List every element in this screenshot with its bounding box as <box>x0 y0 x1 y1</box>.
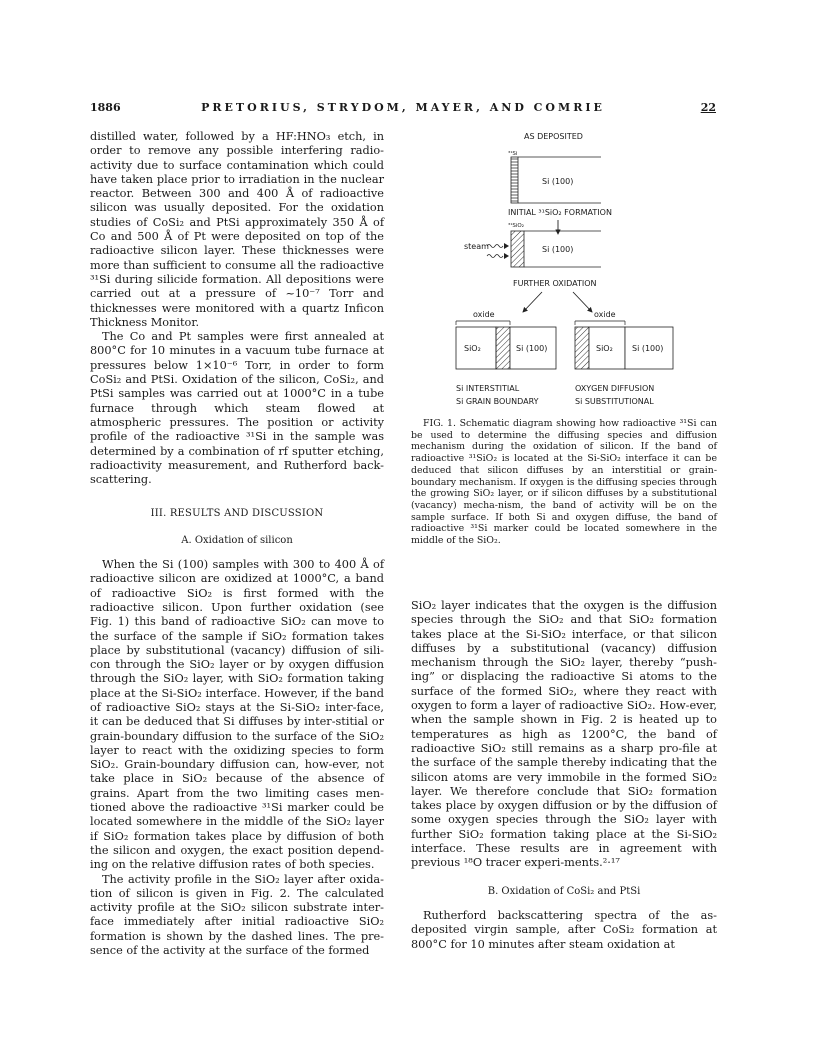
steam-wave-arrow <box>487 245 503 248</box>
radioactive-sio2-band <box>511 231 524 267</box>
label-si-substitutional: Si SUBSTITUTIONAL <box>575 397 654 406</box>
caption-text: FIG. 1. Schematic diagram showing how radioactive ³¹Si can be used to determine the diffusing species and diffusion mechanism during the oxidation of silicon. If the band of radioactive ³¹SiO₂ is located at the Si-SiO₂ interface it can be deduced that silicon diffuses by an interstitial or grain-boundary mechanism. If oxygen is the diffusing species through the growing SiO₂ layer, or if silicon diffuses by a substitutional (vacancy) mecha-nism, the band of activity will be on the sample surface. If both Si and oxygen diffuse, the band of radioactive ³¹Si marker could be located somewhere in the middle of the SiO₂. <box>411 418 717 547</box>
paragraph: distilled water, followed by a HF:HNO₃ etch, in order to remove any possible interfering radio-activity due to surface contamination which could have taken place prior to irradiation in the nuclear reactor. Between 300 and 400 Å of radioactive silicon was usually deposited. For the oxidation studies of CoSi₂ and PtSi approximately 350 Å of Co and 500 Å of Pt were deposited on top of the radioactive silicon layer. These thicknesses were more than sufficient to consume all the radioactive ³¹Si during silicide formation. All depositions were carried out at a pressure of ~10⁻⁷ Torr and thicknesses were monitored with a quartz Inficon Thickness Monitor. <box>90 130 384 329</box>
label-si100: Si (100) <box>542 245 574 254</box>
schematic-diagram <box>420 128 715 413</box>
arrowhead <box>504 253 509 259</box>
subsection-heading: A. Oxidation of silicon <box>181 534 293 546</box>
paragraph: SiO₂ layer indicates that the oxygen is the diffusion species through the SiO₂ and that SiO₂ formation takes place at the Si-SiO₂ interface, or that silicon diffuses by a substitutional (vacancy) diffusion mechanism through the SiO₂ layer, thereby “push-ing” or displacing the radioactive Si atoms to the surface of the formed SiO₂, where they react with oxygen to form a layer of radioactive SiO₂. How-ever, when the sample shown in Fig. 2 is heated up to temperatures as high as 1200°C, the band of radioactive SiO₂ still remains as a sharp pro-file at the surface of the sample thereby indicating that the silicon atoms are very immobile in the formed SiO₂ layer. We therefore conclude that SiO₂ formation takes place by oxygen diffusion or by the diffusion of some oxygen species through the SiO₂ layer with further SiO₂ formation taking place at the Si-SiO₂ interface. These results are in agreement with previous ¹⁸O tracer experi-ments.²·¹⁷ <box>411 599 717 870</box>
paragraph: When the Si (100) samples with 300 to 400 Å of radioactive silicon are oxidized at 1000°C, a band of radioactive SiO₂ is first formed with the radioactive silicon. Upon further oxidation (see Fig. 1) this band of radioactive SiO₂ can move to the surface of the sample if SiO₂ formation takes place by substitutional (vacancy) diffusion of sili-con through the SiO₂ layer or by oxygen diffusion through the SiO₂ layer, with SiO₂ formation taking place at the Si-SiO₂ interface. However, if the band of radioactive SiO₂ stays at the Si-SiO₂ inter-face, it can be deduced that Si diffuses by inter-stitial or grain-boundary diffusion to the surface of the SiO₂ layer to react with the oxidizing species to form SiO₂. Grain-boundary diffusion can, how-ever, not take place in SiO₂ because of the absence of grains. Apart from the two limiting cases men-tioned above the radioactive ³¹Si marker could be located somewhere in the middle of the SiO₂ layer if SiO₂ formation takes place by diffusion of both the silicon and oxygen, the exact position depend-ing on the relative diffusion rates of both species. <box>90 558 384 872</box>
radioactive-band-at-interface <box>496 327 510 369</box>
running-head-authors: PRETORIUS, STRYDOM, MAYER, AND COMRIE <box>201 101 605 114</box>
radioactive-band-at-surface <box>575 327 589 369</box>
label-31sio2: ³¹SiO₂ <box>508 223 524 229</box>
label-sio2: SiO₂ <box>596 344 613 353</box>
left-column <box>90 130 384 958</box>
radioactive-si-band <box>511 157 518 203</box>
page-header <box>90 101 716 117</box>
paragraph: The activity profile in the SiO₂ layer after oxida-tion of silicon is given in Fig. 2. The calculated activity profile at the SiO₂ silicon substrate inter-face immediately after initial radioactive SiO₂ formation is shown by the dashed lines. The pre-sence of the activity at the surface of the formed <box>90 872 384 958</box>
arrowhead <box>504 243 509 249</box>
label-31si: ³¹Si <box>508 151 518 157</box>
volume-number: 22 <box>700 101 716 114</box>
label-oxygen-diffusion: OXYGEN DIFFUSION <box>575 384 655 393</box>
steam-wave-arrow <box>487 255 503 258</box>
right-column <box>411 599 717 952</box>
label-oxide: oxide <box>473 310 495 319</box>
paragraph: Rutherford backscattering spectra of the as-deposited virgin sample, after CoSi₂ formation at 800°C for 10 minutes after steam oxidation at <box>411 908 717 951</box>
section-heading: III. RESULTS AND DISCUSSION <box>150 508 324 520</box>
label-si-grain-boundary: Si GRAIN BOUNDARY <box>456 397 539 406</box>
label-si100: Si (100) <box>542 177 574 186</box>
label-initial-formation: INITIAL ³¹SiO₂ FORMATION <box>508 208 612 217</box>
label-si100: Si (100) <box>516 344 548 353</box>
paragraph: The Co and Pt samples were first annealed at 800°C for 10 minutes in a vacuum tube furnace at pressures below 1×10⁻⁶ Torr, in order to form CoSi₂ and PtSi. Oxidation of the silicon, CoSi₂, and PtSi samples was carried out at 1000°C in a tube furnace through which steam flowed at atmospheric pressures. The position or activity profile of the radioactive ³¹Si in the sample was determined by a combination of rf sputter etching, radioactivity measurement, and Rutherford back-scattering. <box>90 330 384 487</box>
label-si100: Si (100) <box>632 344 664 353</box>
page-number: 1886 <box>90 101 121 114</box>
label-si-interstitial: Si INTERSTITIAL <box>456 384 520 393</box>
label-steam: steam <box>464 242 489 251</box>
label-sio2: SiO₂ <box>464 344 481 353</box>
arrow-left <box>523 292 542 312</box>
figure-caption <box>411 418 717 547</box>
label-further-oxidation: FURTHER OXIDATION <box>513 279 597 288</box>
label-oxide: oxide <box>594 310 616 319</box>
figure-1-schematic <box>420 128 715 413</box>
arrow-right <box>573 292 592 312</box>
label-as-deposited: AS DEPOSITED <box>524 132 583 141</box>
subsection-heading: B. Oxidation of CoSi₂ and PtSi <box>487 885 641 897</box>
